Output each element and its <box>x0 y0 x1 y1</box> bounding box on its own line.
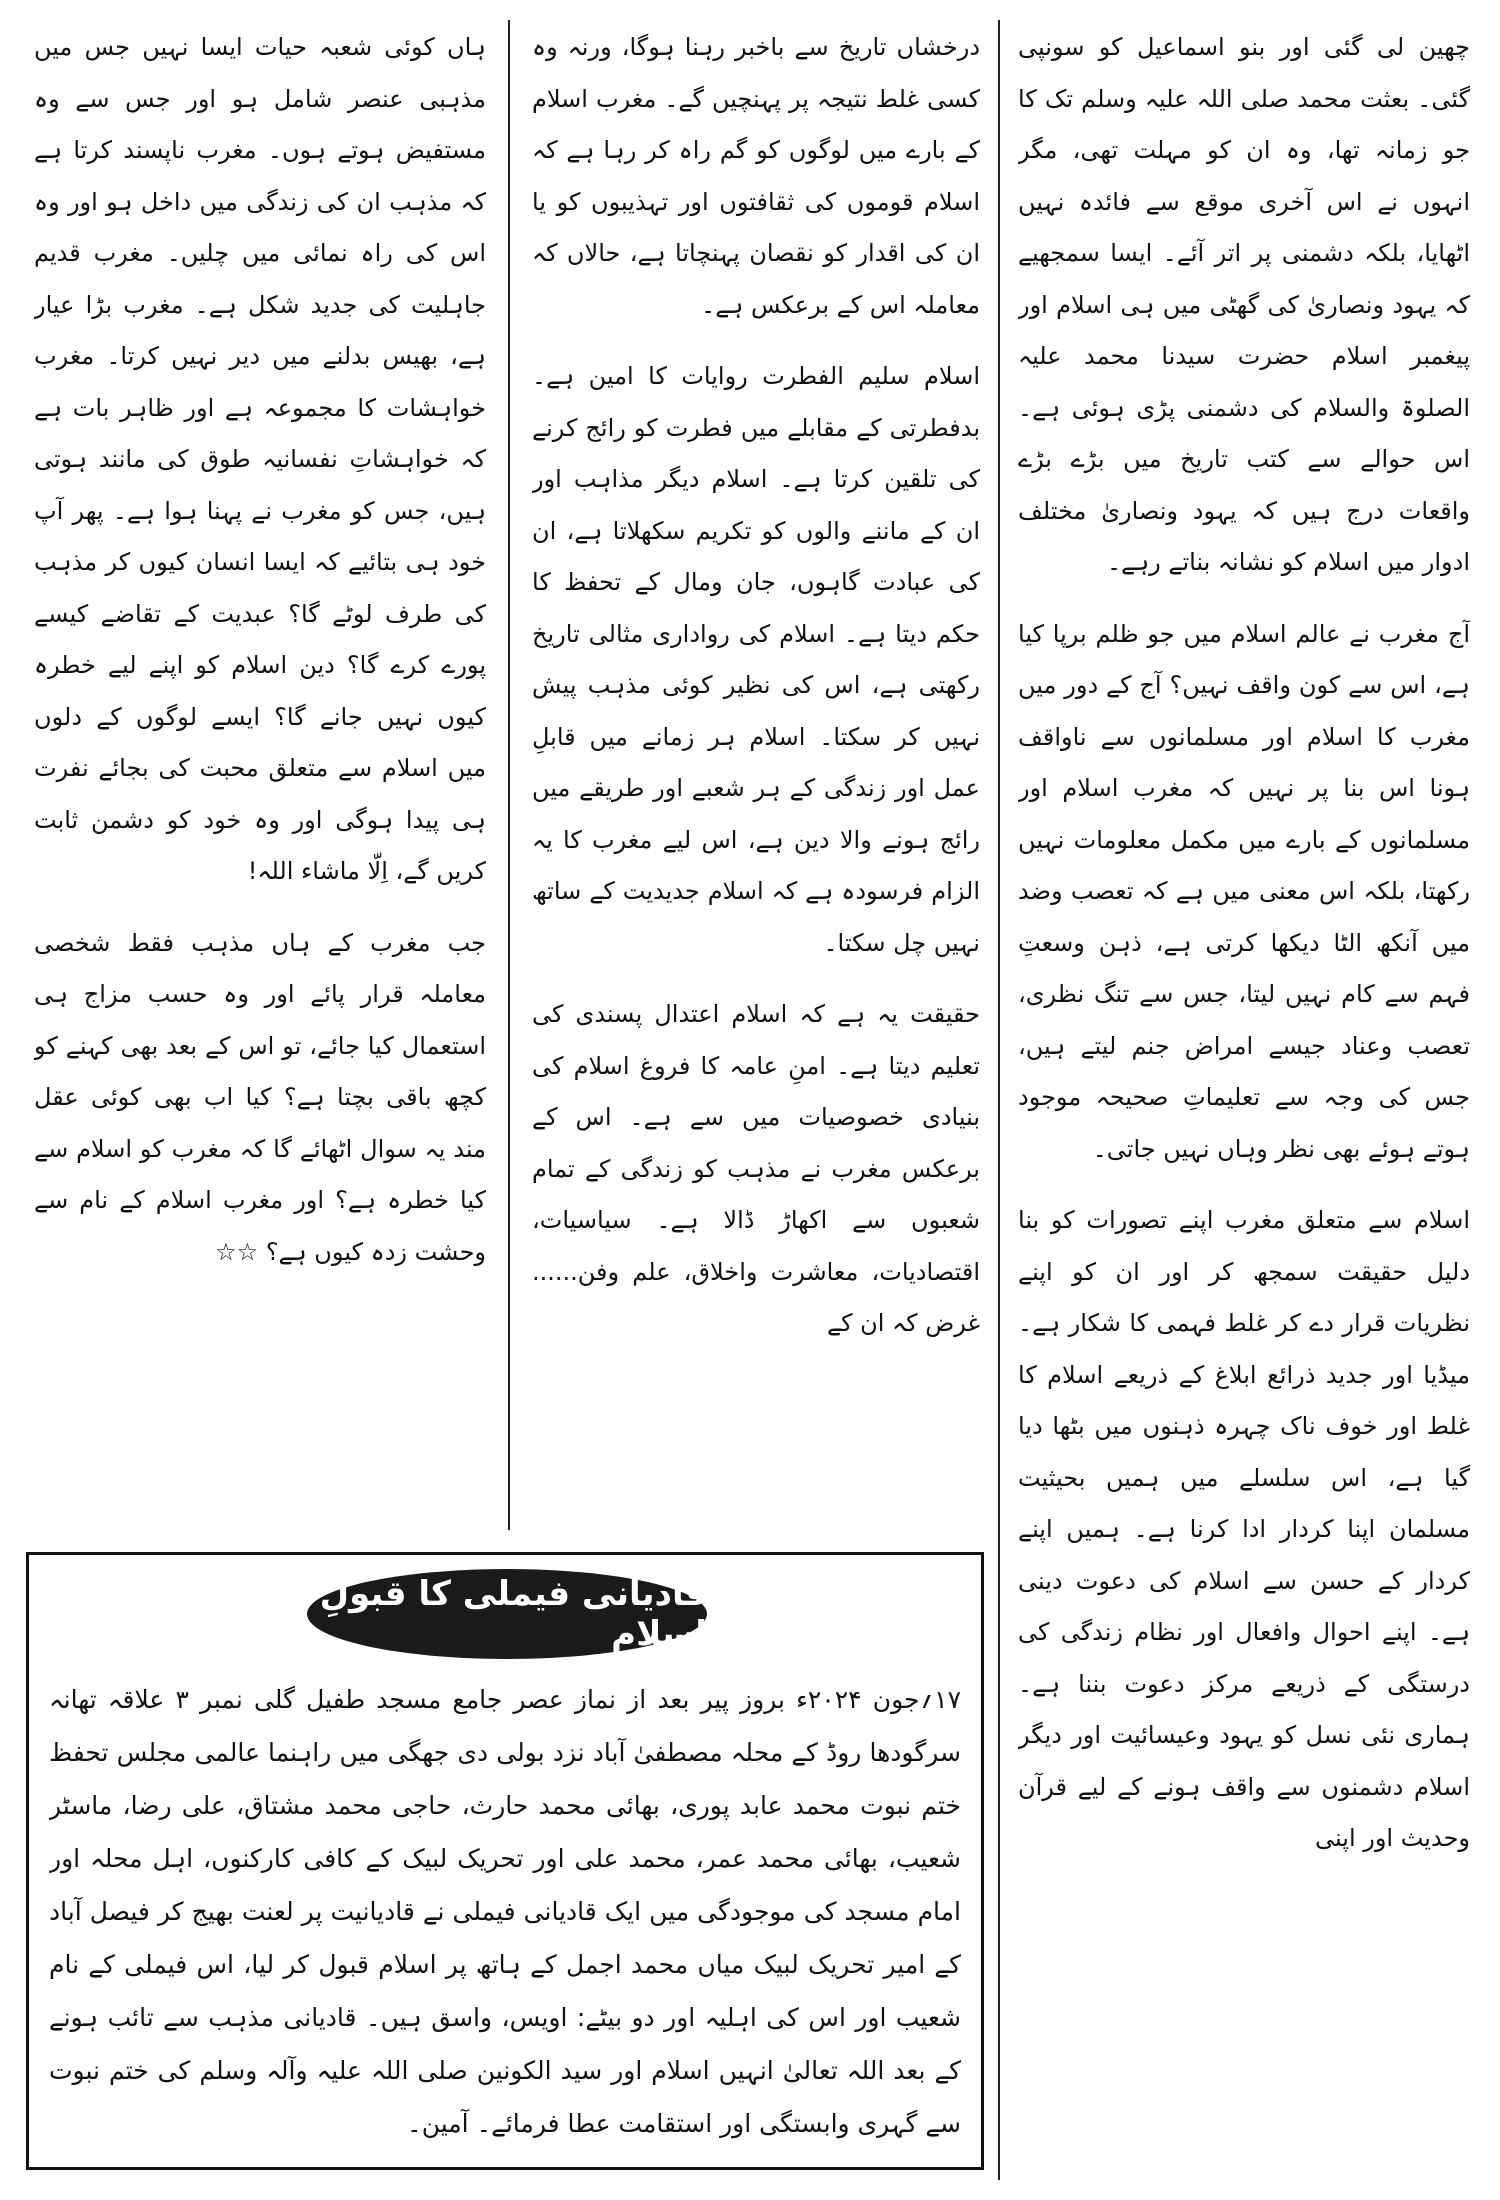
column-divider <box>998 20 1000 2180</box>
paragraph: ۱۷؍جون ۲۰۲۴ء بروز پیر بعد از نماز عصر جامع مسجد طفیل گلی نمبر ۳ علاقہ تھانہ سرگودھا روڈ کے محلہ مصطفیٰ آباد نزد بولی دی جھگی میں راہنما عالمی مجلس تحفظ ختم نبوت محمد عابد پوری، بھائی محمد حارث، حاجی محمد مشتاق، علی رضا، ماسٹر شعیب، بھائی محمد عمر، محمد علی اور تحریک لبیک کے کافی کارکنوں، اہل محلہ اور امام مسجد کی موجودگی میں ایک قادیانی فیملی نے قادیانیت پر لعنت بھیج کر فیصل آباد کے امیر تحریک لبیک میاں محمد اجمل کے ہاتھ پر اسلام قبول کر لیا، اس فیملی کے نام شعیب اور اس کی اہلیہ اور دو بیٹے: اویس، واسق ہیں۔ قادیانی مذہب سے تائب ہونے کے بعد اللہ تعالیٰ انہیں اسلام اور سید الکونین صلی اللہ علیہ وآلہ وسلم کی ختم نبوت سے گہری وابستگی اور استقامت عطا فرمائے۔ آمین۔ <box>49 1685 961 2138</box>
paragraph: اسلام سلیم الفطرت روایات کا امین ہے۔ بدفطرتی کے مقابلے میں فطرت کو رائج کرنے کی تلقین کرتا ہے۔ اسلام دیگر مذاہب اور ان کے ماننے والوں کو تکریم سکھلاتا ہے، ان کی عبادت گاہوں، جان ومال کے تحفظ کا حکم دیتا ہے۔ اسلام کی رواداری مثالی تاریخ رکھتی ہے، اس کی نظیر کوئی مذہب پیش نہیں کر سکتا۔ اسلام ہر زمانے میں قابلِ عمل اور زندگی کے ہر شعبے اور طریقے میں رائج ہونے والا دین ہے، اس لیے مغرب کا یہ الزام فرسودہ ہے کہ اسلام جدیدیت کے ساتھ نہیں چل سکتا۔ <box>532 362 980 957</box>
paragraph: حقیقت یہ ہے کہ اسلام اعتدال پسندی کی تعلیم دیتا ہے۔ امنِ عامہ کا فروغ اسلام کی بنیادی خصوصیات میں سے ہے۔ اس کے برعکس مغرب نے مذہب کو زندگی کے تمام شعبوں سے اکھاڑ ڈالا ہے۔ سیاسیات، اقتصادیات، معاشرت واخلاق، علم وفن...... غرض کہ ان کے <box>532 1000 980 1337</box>
paragraph: ہاں کوئی شعبہ حیات ایسا نہیں جس میں مذہبی عنصر شامل ہو اور جس سے وہ مستفیض ہوتے ہوں۔ مغرب ناپسند کرتا ہے کہ مذہب ان کی زندگی میں داخل ہو اور وہ اس کی راہ نمائی میں چلیں۔ مغرب قدیم جاہلیت کی جدید شکل ہے۔ مغرب بڑا عیار ہے، بھیس بدلنے میں دیر نہیں کرتا۔ مغرب خواہشات کا مجموعہ ہے اور ظاہر بات ہے کہ خواہشاتِ نفسانیہ طوق کی مانند ہوتی ہیں، جس کو مغرب نے پہنا ہوا ہے۔ پھر آپ خود ہی بتائیے کہ ایسا انسان کیوں کر مذہب کی طرف لوٹے گا؟ عبدیت کے تقاضے کیسے پورے کرے گا؟ دین اسلام کو اپنے لیے خطرہ کیوں نہیں جانے گا؟ ایسے لوگوں کے دلوں میں اسلام سے متعلق محبت کی بجائے نفرت ہی پیدا ہوگی اور وہ خود کو دشمن ثابت کریں گے، اِلّا ماشاء اللہ! <box>34 33 486 885</box>
news-box-title: قادیانی فیملی کا قبولِ اسلام <box>307 1569 707 1659</box>
article-column-right <box>1018 22 1470 2182</box>
news-box-body <box>49 1673 961 2159</box>
paragraph: چھین لی گئی اور بنو اسماعیل کو سونپی گئی۔ بعثت محمد صلی اللہ علیہ وسلم تک کا جو زمانہ تھا، وہ ان کو مہلت تھی، مگر انہوں نے اس آخری موقع سے فائدہ نہیں اٹھایا، بلکہ دشمنی پر اتر آئے۔ ایسا سمجھیے کہ یہود ونصاریٰ کی گھٹی میں ہی اسلام اور پیغمبر اسلام حضرت سیدنا محمد علیہ الصلوۃ والسلام کی دشمنی پڑی ہوئی ہے۔ اس حوالے سے کتب تاریخ میں بڑے بڑے واقعات درج ہیں کہ یہود ونصاریٰ مختلف ادوار میں اسلام کو نشانہ بناتے رہے۔ <box>1018 33 1470 576</box>
paragraph: درخشاں تاریخ سے باخبر رہنا ہوگا، ورنہ وہ کسی غلط نتیجہ پر پہنچیں گے۔ مغرب اسلام کے بارے میں لوگوں کو گم راہ کر رہا ہے کہ اسلام قوموں کی ثقافتوں اور تہذیبوں کو یا ان کی اقدار کو نقصان پہنچاتا ہے، حالاں کہ معاملہ اس کے برعکس ہے۔ <box>532 33 980 319</box>
paragraph: جب مغرب کے ہاں مذہب فقط شخصی معاملہ قرار پائے اور وہ حسب مزاج ہی استعمال کیا جائے، تو اس کے بعد بھی کہنے کو کچھ باقی بچتا ہے؟ کیا اب بھی کوئی عقل مند یہ سوال اٹھائے گا کہ مغرب کو اسلام سے کیا خطرہ ہے؟ اور مغرب اسلام کے نام سے وحشت زدہ کیوں ہے؟ ☆☆ <box>34 928 486 1266</box>
article-column-left <box>34 22 486 1530</box>
paragraph: آج مغرب نے عالم اسلام میں جو ظلم برپا کیا ہے، اس سے کون واقف نہیں؟ آج کے دور میں مغرب کا اسلام اور مسلمانوں سے ناواقف ہونا اس بنا پر نہیں کہ مغرب اسلام اور مسلمانوں کے بارے میں مکمل معلومات نہیں رکھتا، بلکہ اس معنی میں ہے کہ تعصب وضد میں آنکھ الٹا دیکھا کرتی ہے، ذہن وسعتِ فہم سے کام نہیں لیتا، جس سے تنگ نظری، تعصب وعناد جیسے امراض جنم لیتے ہیں، جس کی وجہ سے تعلیماتِ صحیحہ موجود ہوتے ہوئے بھی نظر وہاں نہیں جاتی۔ <box>1018 619 1470 1163</box>
column-divider <box>508 20 510 1530</box>
news-box <box>26 1552 984 2170</box>
paragraph: اسلام سے متعلق مغرب اپنے تصورات کو بنا دلیل حقیقت سمجھ کر اور ان کو اپنے نظریات قرار دے کر غلط فہمی کا شکار ہے۔ میڈیا اور جدید ذرائع ابلاغ کے ذریعے اسلام کا غلط اور خوف ناک چہرہ ذہنوں میں بٹھا دیا گیا ہے، اس سلسلے میں ہمیں بحیثیت مسلمان اپنا کردار ادا کرنا ہے۔ ہمیں اپنے کردار کے حسن سے اسلام کی دعوت دینی ہے۔ اپنے احوال وافعال اور نظام زندگی کی درستگی کے ذریعے مرکز دعوت بننا ہے۔ ہماری نئی نسل کو یہود وعیسائیت اور دیگر اسلام دشمنوں سے واقف ہونے کے لیے قرآن وحدیث اور اپنی <box>1018 1206 1470 1852</box>
article-column-middle <box>532 22 980 1530</box>
